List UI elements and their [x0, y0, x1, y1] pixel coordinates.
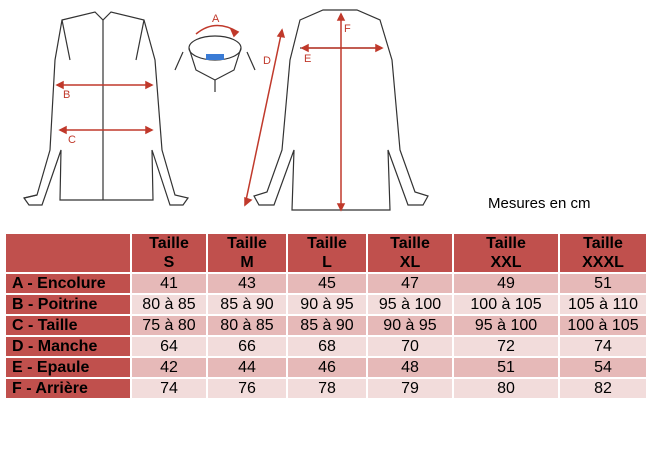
collar-measure-arrow [196, 25, 238, 36]
table-row [5, 294, 647, 315]
table-cell: 80 [453, 378, 559, 399]
table-cell: 42 [131, 357, 207, 378]
table-cell: 100 à 105 [453, 294, 559, 315]
table-row [5, 336, 647, 357]
table-cell: 66 [207, 336, 287, 357]
table-cell: 44 [207, 357, 287, 378]
table-cell: 68 [287, 336, 367, 357]
label-e: E [304, 53, 312, 65]
col-header-xxxl: Taille XXXL [559, 233, 647, 273]
table-cell: 54 [559, 357, 647, 378]
row-label: F - Arrière [5, 378, 131, 399]
table-cell: 105 à 110 [559, 294, 647, 315]
table-row [5, 357, 647, 378]
table-row [5, 273, 647, 294]
col-header-l: Taille L [287, 233, 367, 273]
label-c: C [68, 134, 76, 146]
col-header-s: Taille S [131, 233, 207, 273]
front-shirt-drawing [24, 12, 188, 205]
table-cell: 45 [287, 273, 367, 294]
table-cell: 46 [287, 357, 367, 378]
table-cell: 51 [453, 357, 559, 378]
col-header-xl: Taille XL [367, 233, 453, 273]
table-cell: 70 [367, 336, 453, 357]
row-label: E - Epaule [5, 357, 131, 378]
front-shirt-measure-lines [57, 82, 152, 133]
header-corner [5, 233, 131, 273]
table-cell: 51 [559, 273, 647, 294]
table-cell: 78 [287, 378, 367, 399]
units-note: Mesures en cm [488, 195, 591, 212]
table-cell: 64 [131, 336, 207, 357]
table-cell: 90 à 95 [287, 294, 367, 315]
table-cell: 80 à 85 [207, 315, 287, 336]
back-shirt-measure-lines [245, 14, 382, 210]
table-row [5, 315, 647, 336]
table-cell: 85 à 90 [287, 315, 367, 336]
table-cell: 72 [453, 336, 559, 357]
table-cell: 82 [559, 378, 647, 399]
table-cell: 43 [207, 273, 287, 294]
table-cell: 76 [207, 378, 287, 399]
table-cell: 74 [559, 336, 647, 357]
table-cell: 41 [131, 273, 207, 294]
table-cell: 90 à 95 [367, 315, 453, 336]
row-label: C - Taille [5, 315, 131, 336]
row-label: D - Manche [5, 336, 131, 357]
header-row [5, 233, 647, 273]
size-chart-table [4, 232, 648, 400]
table-cell: 74 [131, 378, 207, 399]
label-a: A [212, 13, 220, 25]
col-header-xxl: Taille XXL [453, 233, 559, 273]
table-cell: 79 [367, 378, 453, 399]
label-b: B [63, 89, 71, 101]
table-cell: 48 [367, 357, 453, 378]
table-cell: 47 [367, 273, 453, 294]
collar-drawing [175, 36, 255, 92]
table-cell: 100 à 105 [559, 315, 647, 336]
collar-label-tag [206, 54, 224, 60]
table-cell: 75 à 80 [131, 315, 207, 336]
label-f: F [344, 23, 351, 35]
row-label: B - Poitrine [5, 294, 131, 315]
table-cell: 85 à 90 [207, 294, 287, 315]
label-d: D [263, 55, 271, 67]
col-header-m: Taille M [207, 233, 287, 273]
table-row [5, 378, 647, 399]
table-cell: 95 à 100 [453, 315, 559, 336]
table-cell: 80 à 85 [131, 294, 207, 315]
table-cell: 49 [453, 273, 559, 294]
table-cell: 95 à 100 [367, 294, 453, 315]
row-label: A - Encolure [5, 273, 131, 294]
